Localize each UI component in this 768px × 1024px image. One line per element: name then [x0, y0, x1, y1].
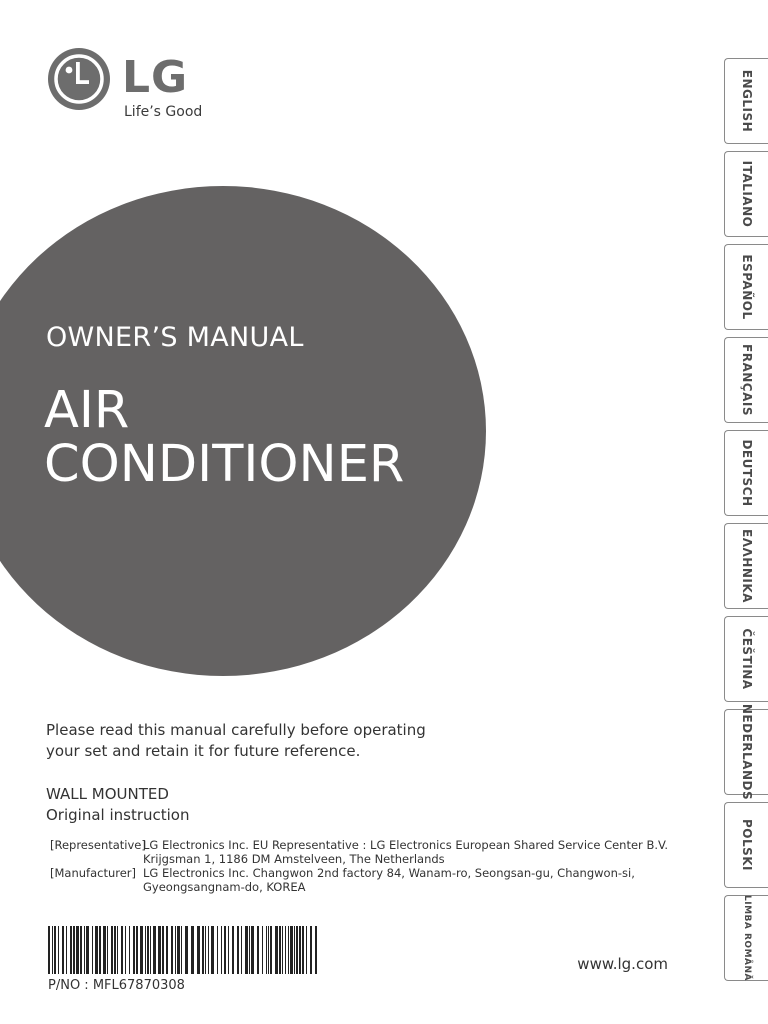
language-tab-label: FRANÇAIS — [739, 344, 754, 416]
barcode-bar — [294, 926, 295, 974]
barcode-bar — [52, 926, 53, 974]
language-tab-label: ČEŠTINA — [739, 628, 754, 690]
manufacturer-line-2: Gyeongsangnam-do, KOREA — [143, 880, 306, 894]
barcode-bar — [153, 926, 156, 974]
language-tab-label: ITALIANO — [739, 160, 754, 228]
barcode-bar — [177, 926, 180, 974]
lg-wordmark: LG — [122, 52, 189, 103]
lg-logo — [48, 48, 218, 128]
language-tab[interactable] — [724, 616, 768, 702]
representative-line-1: LG Electronics Inc. EU Representative : LG Electronics European Shared Service Center B.V. — [143, 838, 669, 852]
barcode-bar — [114, 926, 116, 974]
barcode-bar — [191, 926, 194, 974]
barcode-bar — [162, 926, 164, 974]
language-tab[interactable] — [724, 895, 768, 981]
part-number: P/NO : MFL67870308 — [48, 978, 185, 993]
manufacturer-row — [50, 866, 668, 894]
barcode-bar — [125, 926, 126, 974]
barcode-bar — [145, 926, 146, 974]
barcode-bar — [136, 926, 138, 974]
barcode-bar — [268, 926, 269, 974]
barcode-bar — [166, 926, 168, 974]
language-tab[interactable] — [724, 703, 768, 801]
barcode-bar — [290, 926, 293, 974]
company-info — [50, 838, 668, 894]
barcode-bar — [302, 926, 304, 974]
barcode — [48, 926, 322, 974]
barcode-bar — [202, 926, 204, 974]
barcode-bar — [80, 926, 82, 974]
language-tab-label: ENGLISH — [739, 69, 754, 133]
website-url: www.lg.com — [577, 955, 668, 973]
barcode-bar — [262, 926, 263, 974]
intro-line-1: Please read this manual carefully before operating — [46, 721, 426, 739]
barcode-bar — [197, 926, 200, 974]
barcode-bar — [175, 926, 176, 974]
barcode-bar — [129, 926, 130, 974]
barcode-bar — [306, 926, 307, 974]
barcode-bar — [181, 926, 182, 974]
barcode-bar — [147, 926, 149, 974]
barcode-bar — [95, 926, 98, 974]
language-tab-label: LIMBA ROMÂNĂ — [741, 895, 752, 981]
barcode-bar — [310, 926, 312, 974]
barcode-bar — [217, 926, 218, 974]
barcode-bar — [224, 926, 226, 974]
barcode-bar — [133, 926, 135, 974]
barcode-bar — [296, 926, 298, 974]
title-line-2: CONDITIONER — [44, 435, 405, 494]
lg-tagline: Life’s Good — [124, 104, 203, 120]
barcode-bar — [257, 926, 259, 974]
representative-line-2: Krijgsman 1, 1186 DM Amstelveen, The Netherlands — [143, 852, 445, 866]
barcode-bar — [171, 926, 173, 974]
language-tab[interactable] — [724, 58, 768, 144]
barcode-bar — [58, 926, 59, 974]
language-tab[interactable] — [724, 244, 768, 330]
barcode-bar — [282, 926, 283, 974]
barcode-bar — [279, 926, 281, 974]
language-tab-label: DEUTSCH — [739, 439, 754, 507]
intro-text — [46, 720, 426, 762]
representative-text — [143, 838, 668, 866]
barcode-bar — [285, 926, 286, 974]
barcode-bar — [228, 926, 229, 974]
barcode-bar — [54, 926, 56, 974]
lg-face-icon — [48, 48, 110, 110]
barcode-bar — [251, 926, 254, 974]
model-info — [46, 784, 190, 826]
barcode-bar — [232, 926, 234, 974]
barcode-bar — [315, 926, 317, 974]
barcode-bar — [237, 926, 239, 974]
barcode-bar — [121, 926, 123, 974]
language-tab-label: POLSKI — [739, 818, 754, 872]
representative-row — [50, 838, 668, 866]
barcode-bar — [266, 926, 267, 974]
title-line-1: AIR — [44, 381, 130, 440]
barcode-bar — [221, 926, 222, 974]
manual-subtitle: OWNER’S MANUAL — [46, 322, 304, 353]
language-tab[interactable] — [724, 802, 768, 888]
model-note: Original instruction — [46, 806, 190, 824]
intro-line-2: your set and retain it for future reference. — [46, 742, 361, 760]
barcode-bar — [288, 926, 289, 974]
barcode-bar — [92, 926, 93, 974]
barcode-bar — [84, 926, 85, 974]
barcode-bar — [111, 926, 113, 974]
language-tab-label: NEDERLANDS — [739, 703, 754, 801]
barcode-bar — [299, 926, 301, 974]
barcode-bar — [66, 926, 67, 974]
manufacturer-line-1: LG Electronics Inc. Changwon 2nd factory 84, Wanam-ro, Seongsan-gu, Changwon-si, — [143, 866, 635, 880]
barcode-bar — [103, 926, 106, 974]
barcode-bar — [275, 926, 278, 974]
barcode-bar — [208, 926, 209, 974]
language-tab[interactable] — [724, 151, 768, 237]
barcode-bar — [117, 926, 118, 974]
barcode-bar — [158, 926, 161, 974]
barcode-bar — [73, 926, 75, 974]
manufacturer-label: [Manufacturer] — [50, 866, 137, 880]
barcode-bar — [62, 926, 64, 974]
barcode-bar — [70, 926, 72, 974]
barcode-bar — [185, 926, 188, 974]
barcode-bar — [76, 926, 79, 974]
representative-label: [Representative] — [50, 838, 146, 852]
barcode-bar — [140, 926, 143, 974]
language-tab[interactable] — [724, 523, 768, 609]
manual-title — [44, 381, 405, 494]
model-type: WALL MOUNTED — [46, 785, 169, 803]
barcode-bar — [270, 926, 272, 974]
barcode-bar — [211, 926, 214, 974]
barcode-bar — [86, 926, 89, 974]
manufacturer-text — [143, 866, 635, 894]
language-tab-label: ΕΛΛΗΝΙΚΑ — [739, 529, 754, 603]
barcode-bar — [241, 926, 242, 974]
barcode-bar — [107, 926, 108, 974]
language-tabs — [724, 58, 768, 988]
barcode-bar — [249, 926, 250, 974]
barcode-bar — [150, 926, 151, 974]
barcode-bar — [48, 926, 50, 974]
language-tab[interactable] — [724, 337, 768, 423]
language-tab[interactable] — [724, 430, 768, 516]
barcode-bar — [245, 926, 248, 974]
barcode-bar — [99, 926, 101, 974]
barcode-bar — [205, 926, 206, 974]
language-tab-label: ESPAÑOL — [739, 254, 754, 320]
